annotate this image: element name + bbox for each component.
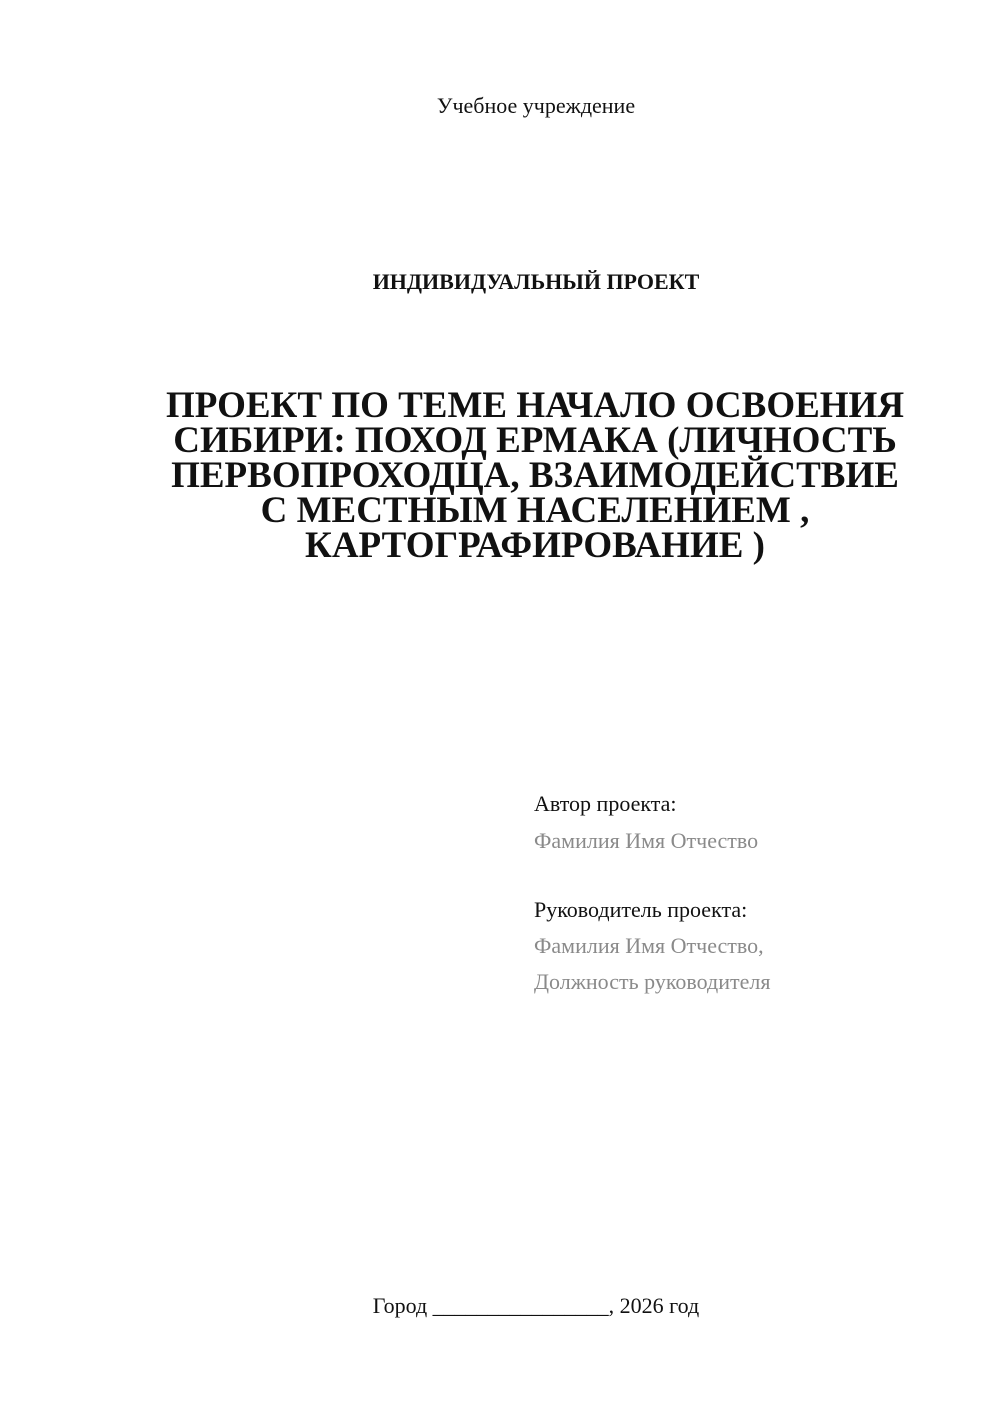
project-title-line: ПРОЕКТ ПО ТЕМЕ НАЧАЛО ОСВОЕНИЯ xyxy=(165,385,905,426)
author-block xyxy=(534,790,964,855)
project-title-line: С МЕСТНЫМ НАСЕЛЕНИЕМ , xyxy=(260,490,810,531)
institution-name: Учебное учреждение xyxy=(436,93,636,118)
project-title-line: СИБИРИ: ПОХОД ЕРМАКА (ЛИЧНОСТЬ xyxy=(173,420,897,461)
supervisor-block xyxy=(534,896,964,996)
supervisor-label: Руководитель проекта: xyxy=(534,897,748,922)
project-title-line: КАРТОГРАФИРОВАНИЕ ) xyxy=(305,525,765,566)
city-year-line: Город ________________, 2026 год xyxy=(372,1293,700,1318)
project-title xyxy=(130,385,940,566)
project-type-heading: ИНДИВИДУАЛЬНЫЙ ПРОЕКТ xyxy=(372,269,700,294)
project-title-line: ПЕРВОПРОХОДЦА, ВЗАИМОДЕЙСТВИЕ xyxy=(171,455,899,496)
supervisor-position-placeholder: Должность руководителя xyxy=(534,969,771,994)
supervisor-name-placeholder: Фамилия Имя Отчество, xyxy=(534,933,764,958)
author-label: Автор проекта: xyxy=(534,791,677,816)
author-name-placeholder: Фамилия Имя Отчество xyxy=(534,828,759,853)
